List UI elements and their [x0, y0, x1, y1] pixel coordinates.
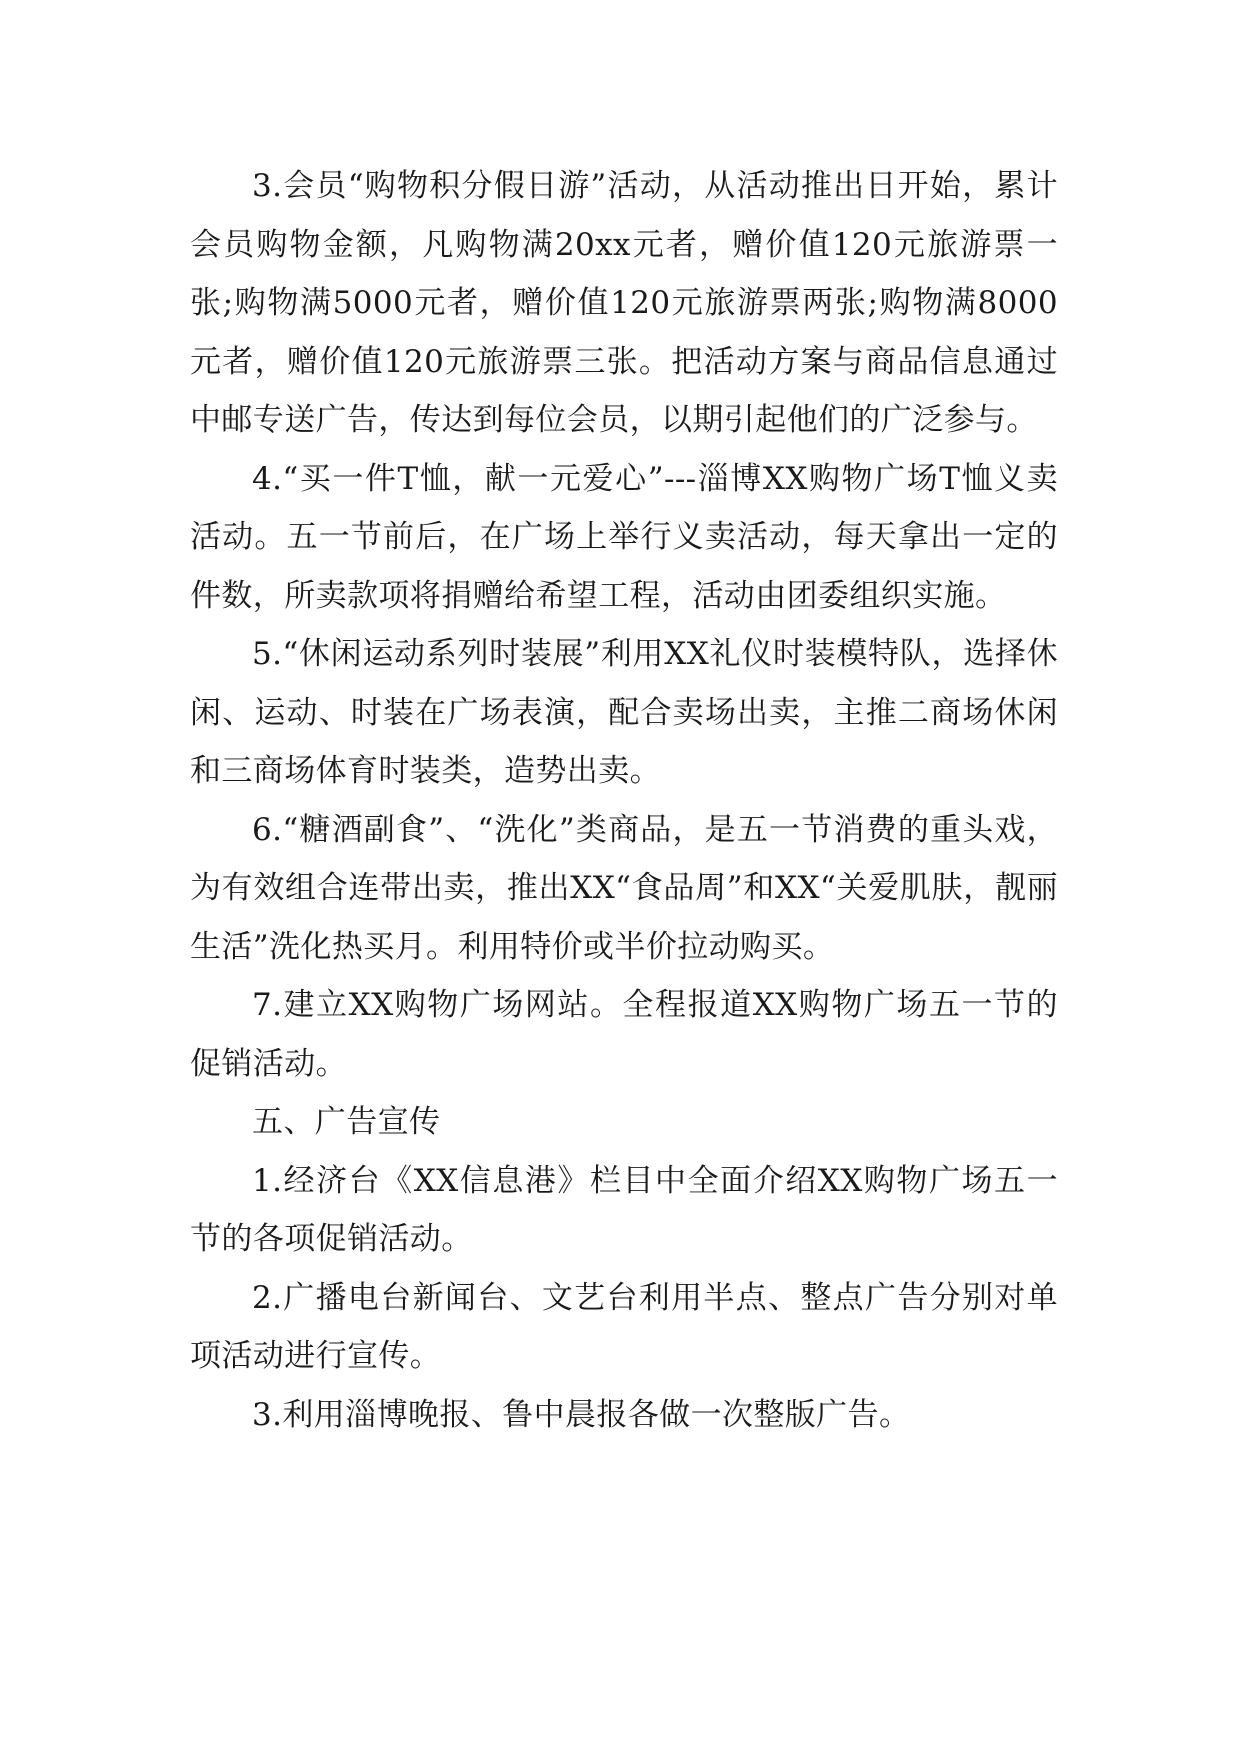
paragraph-tshirt-charity-sale: 4.“买一件T恤，献一元爱心”---淄博XX购物广场T恤义卖活动。五一节前后，在广场上举行义卖活动，每天拿出一定的件数，所卖款项将捐赠给希望工程，活动由团委组织实施。 [190, 460, 1058, 614]
paragraph-newspaper-ads: 3.利用淄博晚报、鲁中晨报各做一次整版广告。 [252, 1396, 911, 1433]
document-body [190, 157, 1058, 1444]
paragraph-member-points-trip: 3.会员“购物积分假日游”活动，从活动推出日开始，累计会员购物金额，凡购物满20xx元者，赠价值120元旅游票一张;购物满5000元者，赠价值120元旅游票两张;购物满8000元者，赠价值120元旅游票三张。把活动方案与商品信息通过中邮专送广告，传达到每位会员，以期引起他们的广泛参与。 [190, 168, 1058, 438]
paragraph-fashion-show: 5.“休闲运动系列时装展”利用XX礼仪时装模特队，选择休闲、运动、时装在广场表演，配合卖场出卖，主推二商场休闲和三商场体育时装类，造势出卖。 [190, 636, 1058, 789]
paragraph-food-and-cosmetics: 6.“糖酒副食”、“洗化”类商品，是五一节消费的重头戏，为有效组合连带出卖，推出XX“食品周”和XX“关爱肌肤，靓丽生活”洗化热买月。利用特价或半价拉动购买。 [190, 811, 1058, 965]
paragraph-website: 7.建立XX购物广场网站。全程报道XX购物广场五一节的促销活动。 [190, 987, 1058, 1082]
paragraph-radio-ads: 2.广播电台新闻台、文艺台利用半点、整点广告分别对单项活动进行宣传。 [190, 1279, 1058, 1374]
paragraph-tv-program: 1.经济台《XX信息港》栏目中全面介绍XX购物广场五一节的各项促销活动。 [190, 1162, 1058, 1257]
section-heading-advertising: 五、广告宣传 [252, 1104, 441, 1140]
